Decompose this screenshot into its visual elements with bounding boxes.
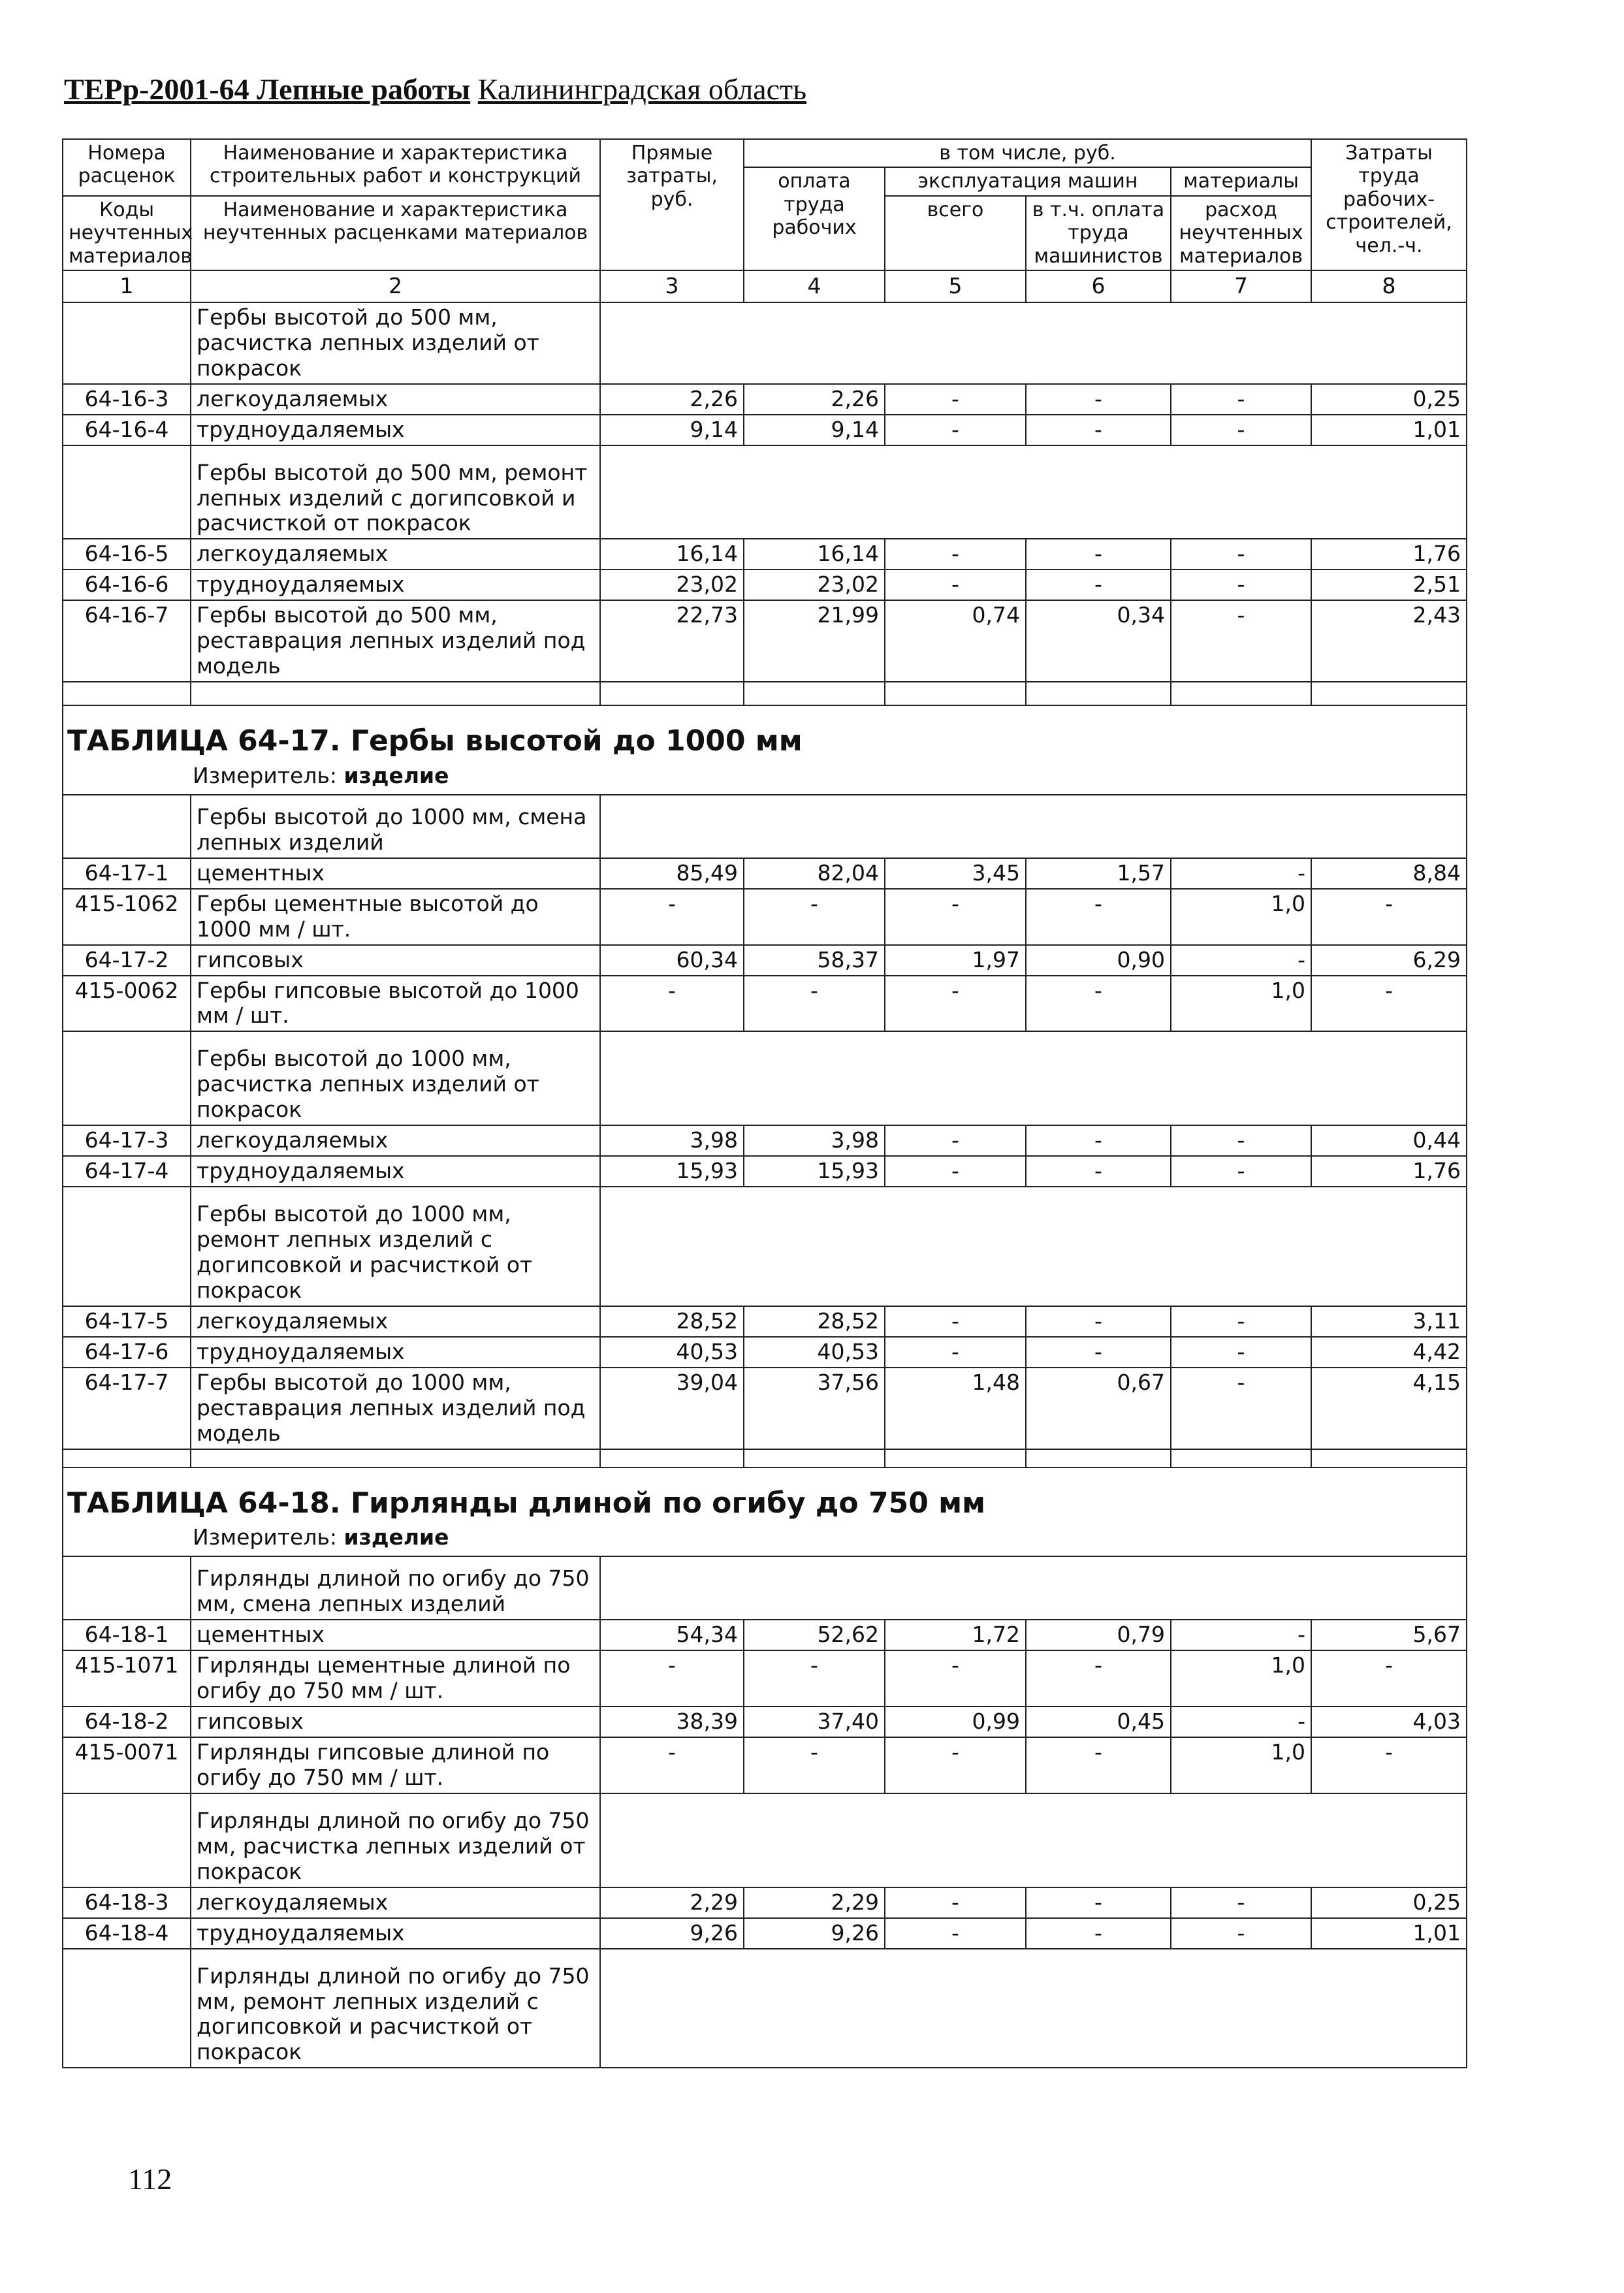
group-heading: Гербы высотой до 500 мм, ремонт лепных изделий с догипсовкой и расчисткой от покрасок [191, 445, 600, 539]
table-row: 64-16-3 легкоудаляемых 2,26 2,26 - - - 0,25 [63, 384, 1467, 415]
group-heading: Гирлянды длиной по огибу до 750 мм, смена лепных изделий [191, 1556, 600, 1620]
group-heading-row [63, 1793, 1467, 1887]
group-heading-row [63, 302, 1467, 384]
col1-top-header: Номера расценок [63, 139, 191, 196]
table-row: 64-16-4 трудноудаляемых 9,14 9,14 - - - 1,01 [63, 415, 1467, 445]
table-row: 64-17-1 цементных 85,49 82,04 3,45 1,57 - 8,84 [63, 858, 1467, 889]
table-row: 64-18-4 трудноудаляемых 9,26 9,26 - - - 1,01 [63, 1918, 1467, 1949]
section-heading-row [63, 1467, 1467, 1557]
material-row: 415-0062 Гербы гипсовые высотой до 1000 мм / шт. - - - - 1,0 - [63, 976, 1467, 1032]
table-row: 64-17-3 легкоудаляемых 3,98 3,98 - - - 0,44 [63, 1125, 1467, 1156]
group-heading-row [63, 1949, 1467, 2068]
page-number: 112 [128, 2162, 172, 2196]
column-number-row: 1 2 3 4 5 6 7 8 [63, 270, 1467, 302]
table-title: ТАБЛИЦА 64-17. Гербы высотой до 1000 мм [67, 724, 803, 758]
group-heading-row [63, 445, 1467, 539]
title-region: Калининградская область [477, 72, 807, 106]
material-row: 415-1071 Гирлянды цементные длиной по огибу до 750 мм / шт. - - - - 1,0 - [63, 1650, 1467, 1707]
table-row: 64-17-6 трудноудаляемых 40,53 40,53 - - - 4,42 [63, 1337, 1467, 1368]
group-heading-row [63, 1187, 1467, 1306]
col5-header: всего [885, 196, 1026, 270]
table-row: 64-17-2 гипсовых 60,34 58,37 1,97 0,90 - 6,29 [63, 945, 1467, 976]
group-heading: Гербы высотой до 1000 мм, ремонт лепных изделий с догипсовкой и расчисткой от покрасок [191, 1187, 600, 1306]
table-title: ТАБЛИЦА 64-18. Гирлянды длиной по огибу до 750 мм [67, 1486, 986, 1520]
col3-header: Прямые затраты, руб. [600, 139, 744, 270]
group-heading: Гербы высотой до 1000 мм, смена лепных изделий [191, 795, 600, 858]
material-row: 415-1062 Гербы цементные высотой до 1000 мм / шт. - - - - 1,0 - [63, 889, 1467, 945]
table-row: 64-18-3 легкоудаляемых 2,29 2,29 - - - 0,25 [63, 1887, 1467, 1918]
col1-bottom-header: Коды неучтенных материалов [63, 196, 191, 270]
meter-label: Измеритель: [193, 762, 338, 788]
document-title [64, 72, 806, 106]
rates-table [62, 138, 1467, 2068]
table-row: 64-17-5 легкоудаляемых 28,52 28,52 - - - 3,11 [63, 1306, 1467, 1337]
col7-header: расход неучтенных материалов [1171, 196, 1311, 270]
meter-line [63, 1525, 1466, 1550]
materials-header: материалы [1171, 167, 1311, 195]
group-heading: Гирлянды длиной по огибу до 750 мм, ремонт лепных изделий с догипсовкой и расчисткой от покрасок [191, 1949, 600, 2068]
meter-line [63, 763, 1466, 789]
table-row: 64-16-5 легкоудаляемых 16,14 16,14 - - - 1,76 [63, 539, 1467, 569]
group-heading: Гербы высотой до 1000 мм, расчистка лепных изделий от покрасок [191, 1031, 600, 1125]
group-heading-row [63, 795, 1467, 858]
including-header: в том числе, руб. [744, 139, 1311, 167]
table-row: 64-18-1 цементных 54,34 52,62 1,72 0,79 - 5,67 [63, 1620, 1467, 1650]
table-row: 64-17-7 Гербы высотой до 1000 мм, реставрация лепных изделий под модель 39,04 37,56 1,48 0,67 - 4,15 [63, 1368, 1467, 1449]
group-heading-row [63, 1556, 1467, 1620]
meter-value: изделие [343, 762, 449, 788]
meter-label: Измеритель: [193, 1524, 338, 1550]
title-code: ТЕРр-2001-64 Лепные работы [64, 72, 471, 106]
table-row: 64-16-7 Гербы высотой до 500 мм, реставрация лепных изделий под модель 22,73 21,99 0,74 0,34 - 2,43 [63, 600, 1467, 682]
table-row: 64-18-2 гипсовых 38,39 37,40 0,99 0,45 - 4,03 [63, 1707, 1467, 1737]
col8-header: Затраты труда рабочих-строителей, чел.-ч. [1311, 139, 1467, 270]
meter-value: изделие [343, 1524, 449, 1550]
col4-header: оплата труда рабочих [744, 167, 885, 270]
col6-header: в т.ч. оплата труда машинистов [1026, 196, 1171, 270]
table-row: 64-16-6 трудноудаляемых 23,02 23,02 - - - 2,51 [63, 569, 1467, 600]
group-heading-row [63, 1031, 1467, 1125]
section-heading-row [63, 705, 1467, 795]
header-row-1 [63, 139, 1467, 167]
group-heading: Гирлянды длиной по огибу до 750 мм, расчистка лепных изделий от покрасок [191, 1793, 600, 1887]
col2-bottom-header: Наименование и характеристика неучтенных расценками материалов [191, 196, 600, 270]
machines-header: эксплуатация машин [885, 167, 1171, 195]
material-row: 415-0071 Гирлянды гипсовые длиной по огибу до 750 мм / шт. - - - - 1,0 - [63, 1737, 1467, 1793]
group-heading: Гербы высотой до 500 мм, расчистка лепных изделий от покрасок [191, 302, 600, 384]
table-row: 64-17-4 трудноудаляемых 15,93 15,93 - - - 1,76 [63, 1156, 1467, 1187]
col2-top-header: Наименование и характеристика строительных работ и конструкций [191, 139, 600, 196]
